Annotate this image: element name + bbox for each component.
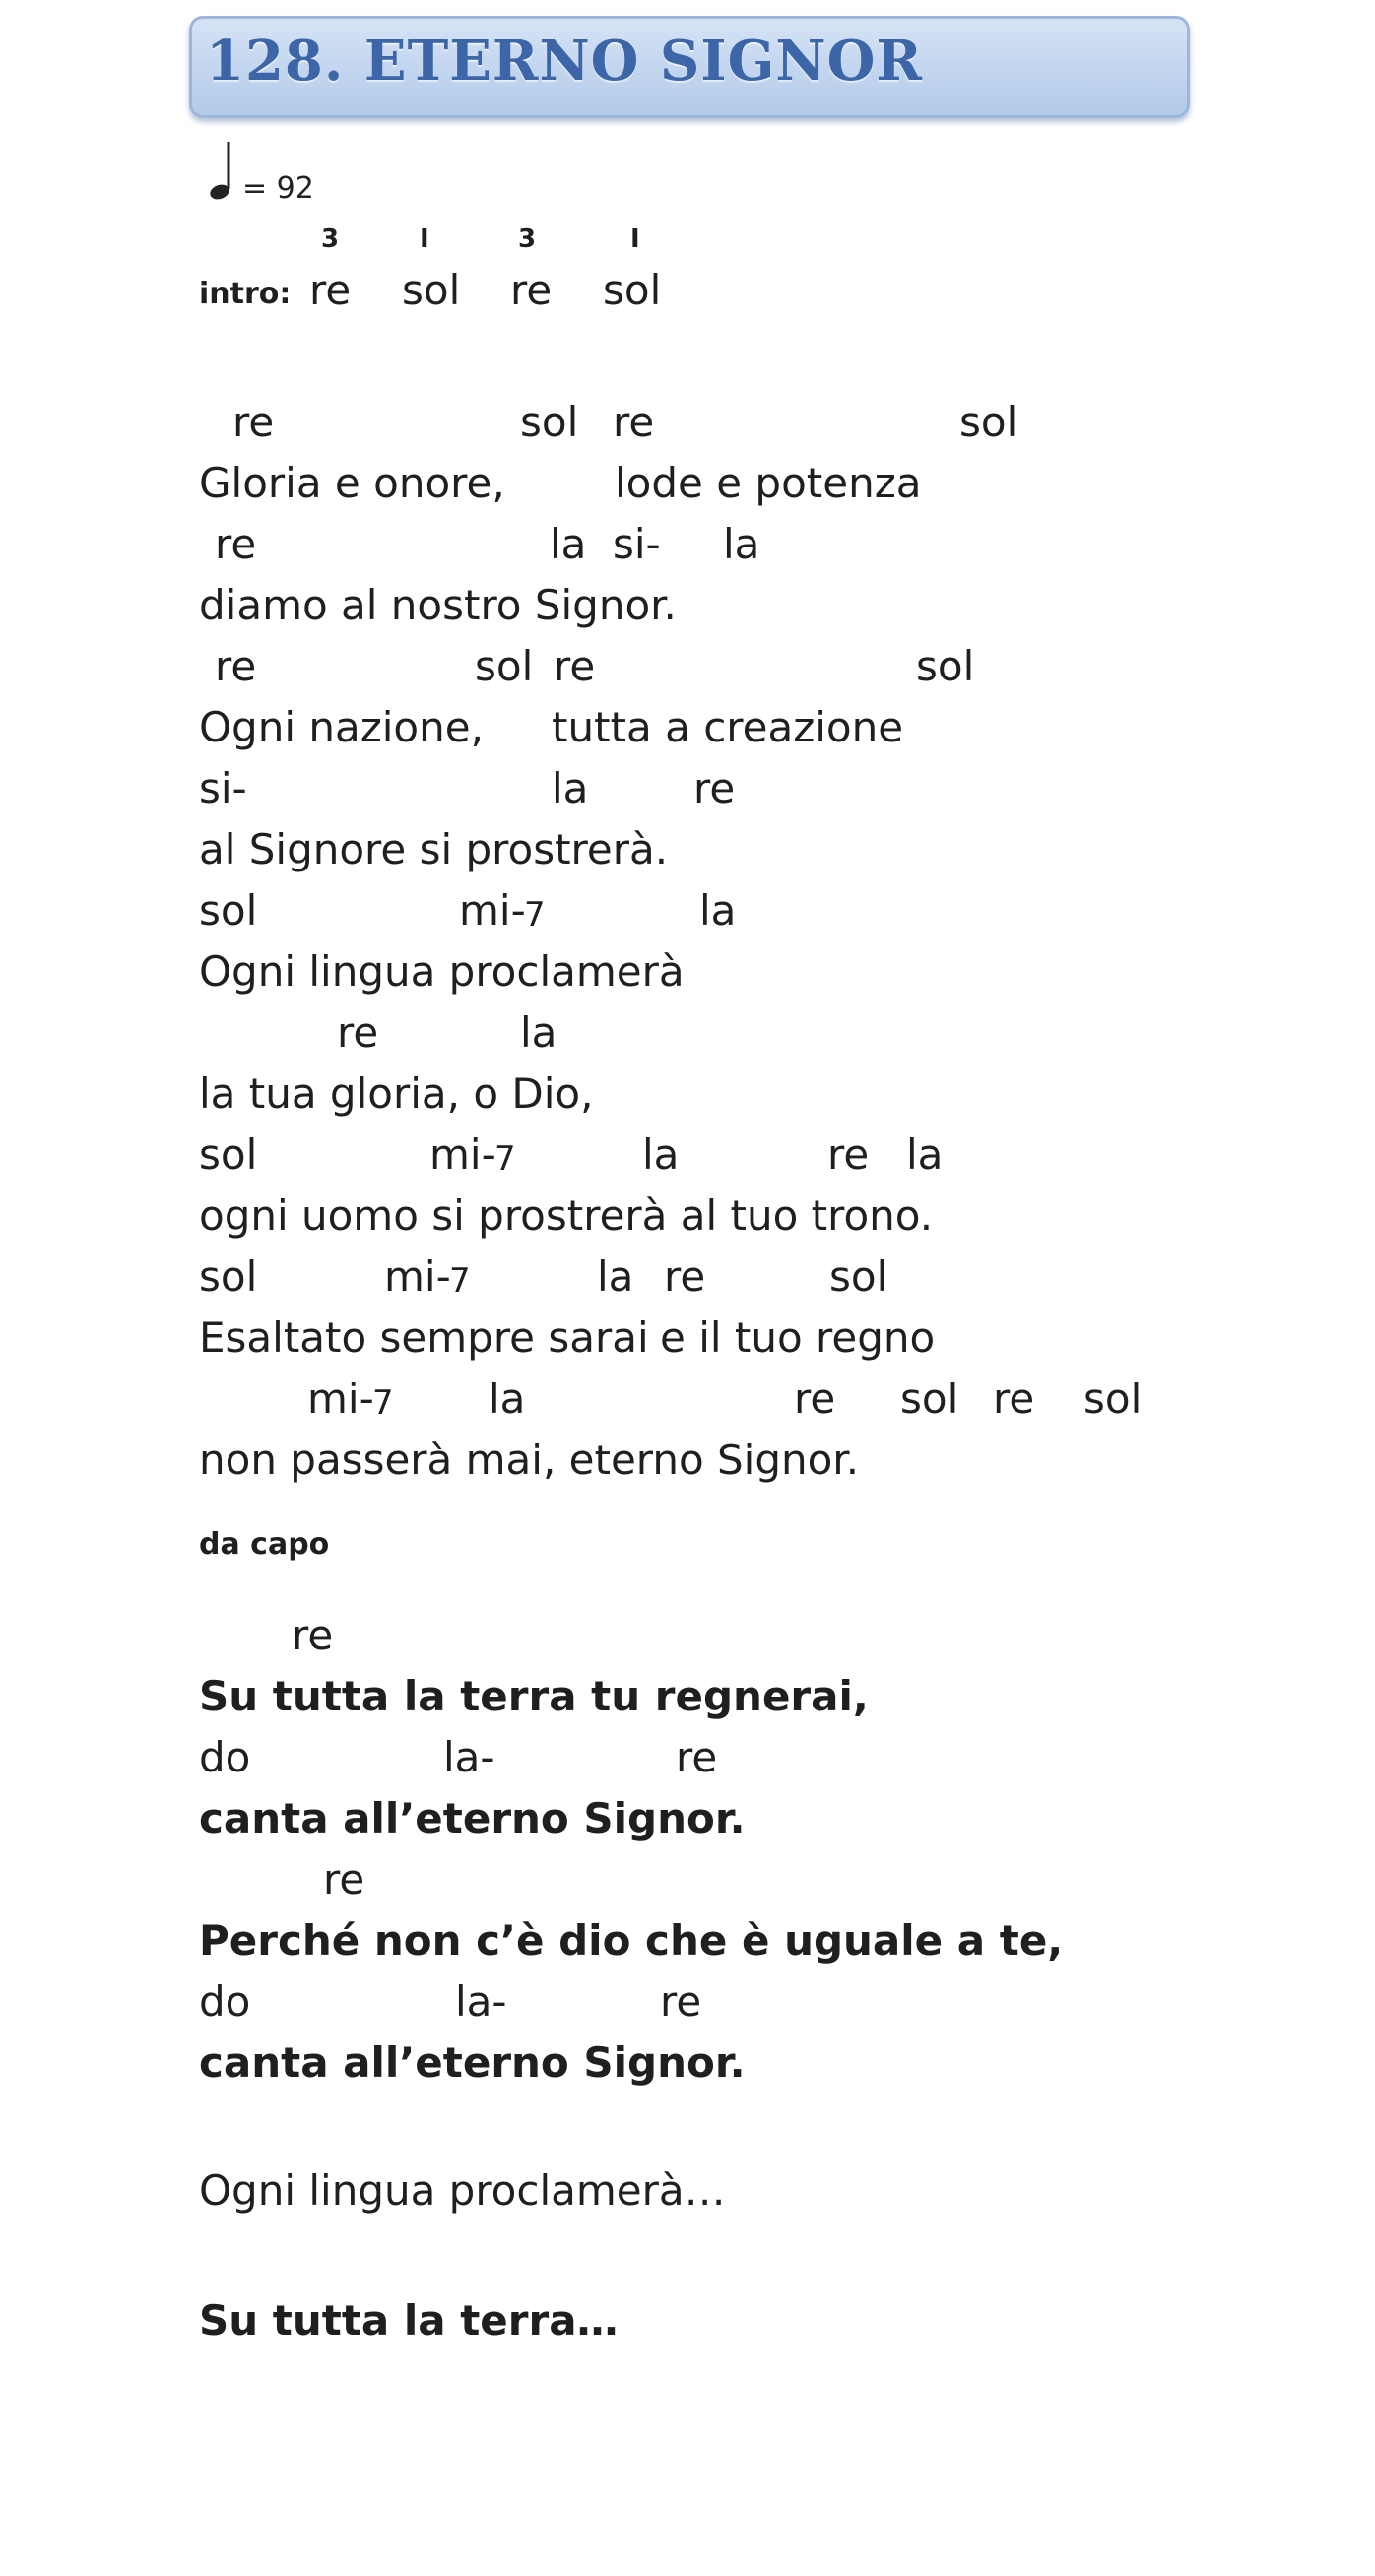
- chord: si-: [199, 764, 247, 812]
- chord: re: [292, 1611, 334, 1659]
- lyric-line: Gloria e onore,: [199, 459, 505, 507]
- chord: re: [323, 1855, 365, 1903]
- chord: la: [520, 1008, 557, 1057]
- chord: sol: [1083, 1375, 1143, 1423]
- chord: mi-: [307, 1375, 374, 1423]
- chord: sol: [829, 1253, 888, 1301]
- lyric-line-bold: canta all’eterno Signor.: [199, 1794, 746, 1842]
- chord: re: [676, 1733, 718, 1781]
- chord: re: [337, 1008, 379, 1057]
- chord: mi-: [459, 886, 526, 934]
- chord: re: [794, 1375, 836, 1423]
- chord: la-: [455, 1977, 507, 2026]
- chord: re: [993, 1375, 1035, 1423]
- reprise-verse: Ogni lingua proclamerà…: [199, 2166, 726, 2215]
- chord: mi-: [384, 1253, 451, 1301]
- chord: sol: [199, 1253, 258, 1301]
- lyric-line: Ogni lingua proclamerà: [199, 947, 685, 996]
- chord-extension: 7: [449, 1261, 471, 1301]
- song-title: 128. ETERNO SIGNOR: [206, 29, 923, 94]
- chord: do: [199, 1977, 251, 2026]
- lyric-line: non passerà mai, eterno Signor.: [199, 1436, 860, 1484]
- chord: la: [642, 1130, 680, 1179]
- lyric-line-bold: canta all’eterno Signor.: [199, 2038, 746, 2087]
- chord: la: [550, 520, 587, 568]
- tempo-value: = 92: [242, 171, 314, 206]
- chord: la: [906, 1130, 944, 1179]
- lyric-line: Esaltato sempre sarai: [199, 1314, 649, 1362]
- lyric-line: lode e potenza: [615, 459, 922, 507]
- title-banner: [189, 16, 1190, 118]
- lyric-line: e il tuo regno: [660, 1314, 936, 1362]
- chord: la: [723, 520, 760, 568]
- lyric-line: Ogni nazione,: [199, 703, 484, 751]
- da-capo-label: da capo: [199, 1527, 330, 1562]
- chord: la: [597, 1253, 634, 1301]
- lyric-line-bold: Su tutta la terra tu regnerai,: [199, 1672, 869, 1720]
- beat-number: 3: [321, 225, 340, 254]
- chord: sol: [520, 398, 579, 446]
- chord: re: [554, 642, 596, 690]
- chord: mi-: [429, 1130, 496, 1179]
- chord: sol: [916, 642, 975, 690]
- chord: re: [664, 1253, 706, 1301]
- reprise-chorus: Su tutta la terra…: [199, 2296, 619, 2345]
- chord: re: [613, 398, 655, 446]
- lyric-line: diamo al nostro Signor.: [199, 581, 677, 629]
- quarter-note-icon: [207, 138, 236, 207]
- chord: re: [215, 520, 257, 568]
- chord: sol: [959, 398, 1018, 446]
- chord: la: [552, 764, 589, 812]
- chord: re: [215, 642, 257, 690]
- chord: sol: [402, 266, 461, 314]
- chord: re: [232, 398, 275, 446]
- lyric-line: ogni uomo si prostrerà al tuo trono.: [199, 1191, 934, 1240]
- chord: sol: [900, 1375, 959, 1423]
- lyric-line-bold: Perché non c’è dio che è uguale a te,: [199, 1916, 1064, 1964]
- chord: si-: [613, 520, 661, 568]
- beat-number: I: [630, 225, 640, 254]
- lyric-line: tutta a creazione: [552, 703, 904, 751]
- chord: do: [199, 1733, 251, 1781]
- chord: sol: [199, 886, 258, 934]
- tempo-marking: [207, 138, 364, 217]
- chord: sol: [475, 642, 534, 690]
- lyric-line: al Signore si prostrerà.: [199, 825, 669, 873]
- chord: la: [489, 1375, 526, 1423]
- intro-label: intro:: [199, 277, 292, 311]
- chord: re: [827, 1130, 870, 1179]
- chord: re: [510, 266, 553, 314]
- chord-extension: 7: [494, 1139, 516, 1179]
- chord-extension: 7: [524, 895, 546, 934]
- chord-extension: 7: [372, 1384, 394, 1423]
- chord: re: [309, 266, 352, 314]
- chord: la: [699, 886, 737, 934]
- chord: sol: [603, 266, 662, 314]
- chord: re: [660, 1977, 702, 2026]
- lyric-line: la tua gloria, o Dio,: [199, 1069, 594, 1118]
- beat-number: 3: [518, 225, 537, 254]
- chord: la-: [443, 1733, 495, 1781]
- chord: sol: [199, 1130, 258, 1179]
- chord: re: [693, 764, 736, 812]
- beat-number: I: [420, 225, 429, 254]
